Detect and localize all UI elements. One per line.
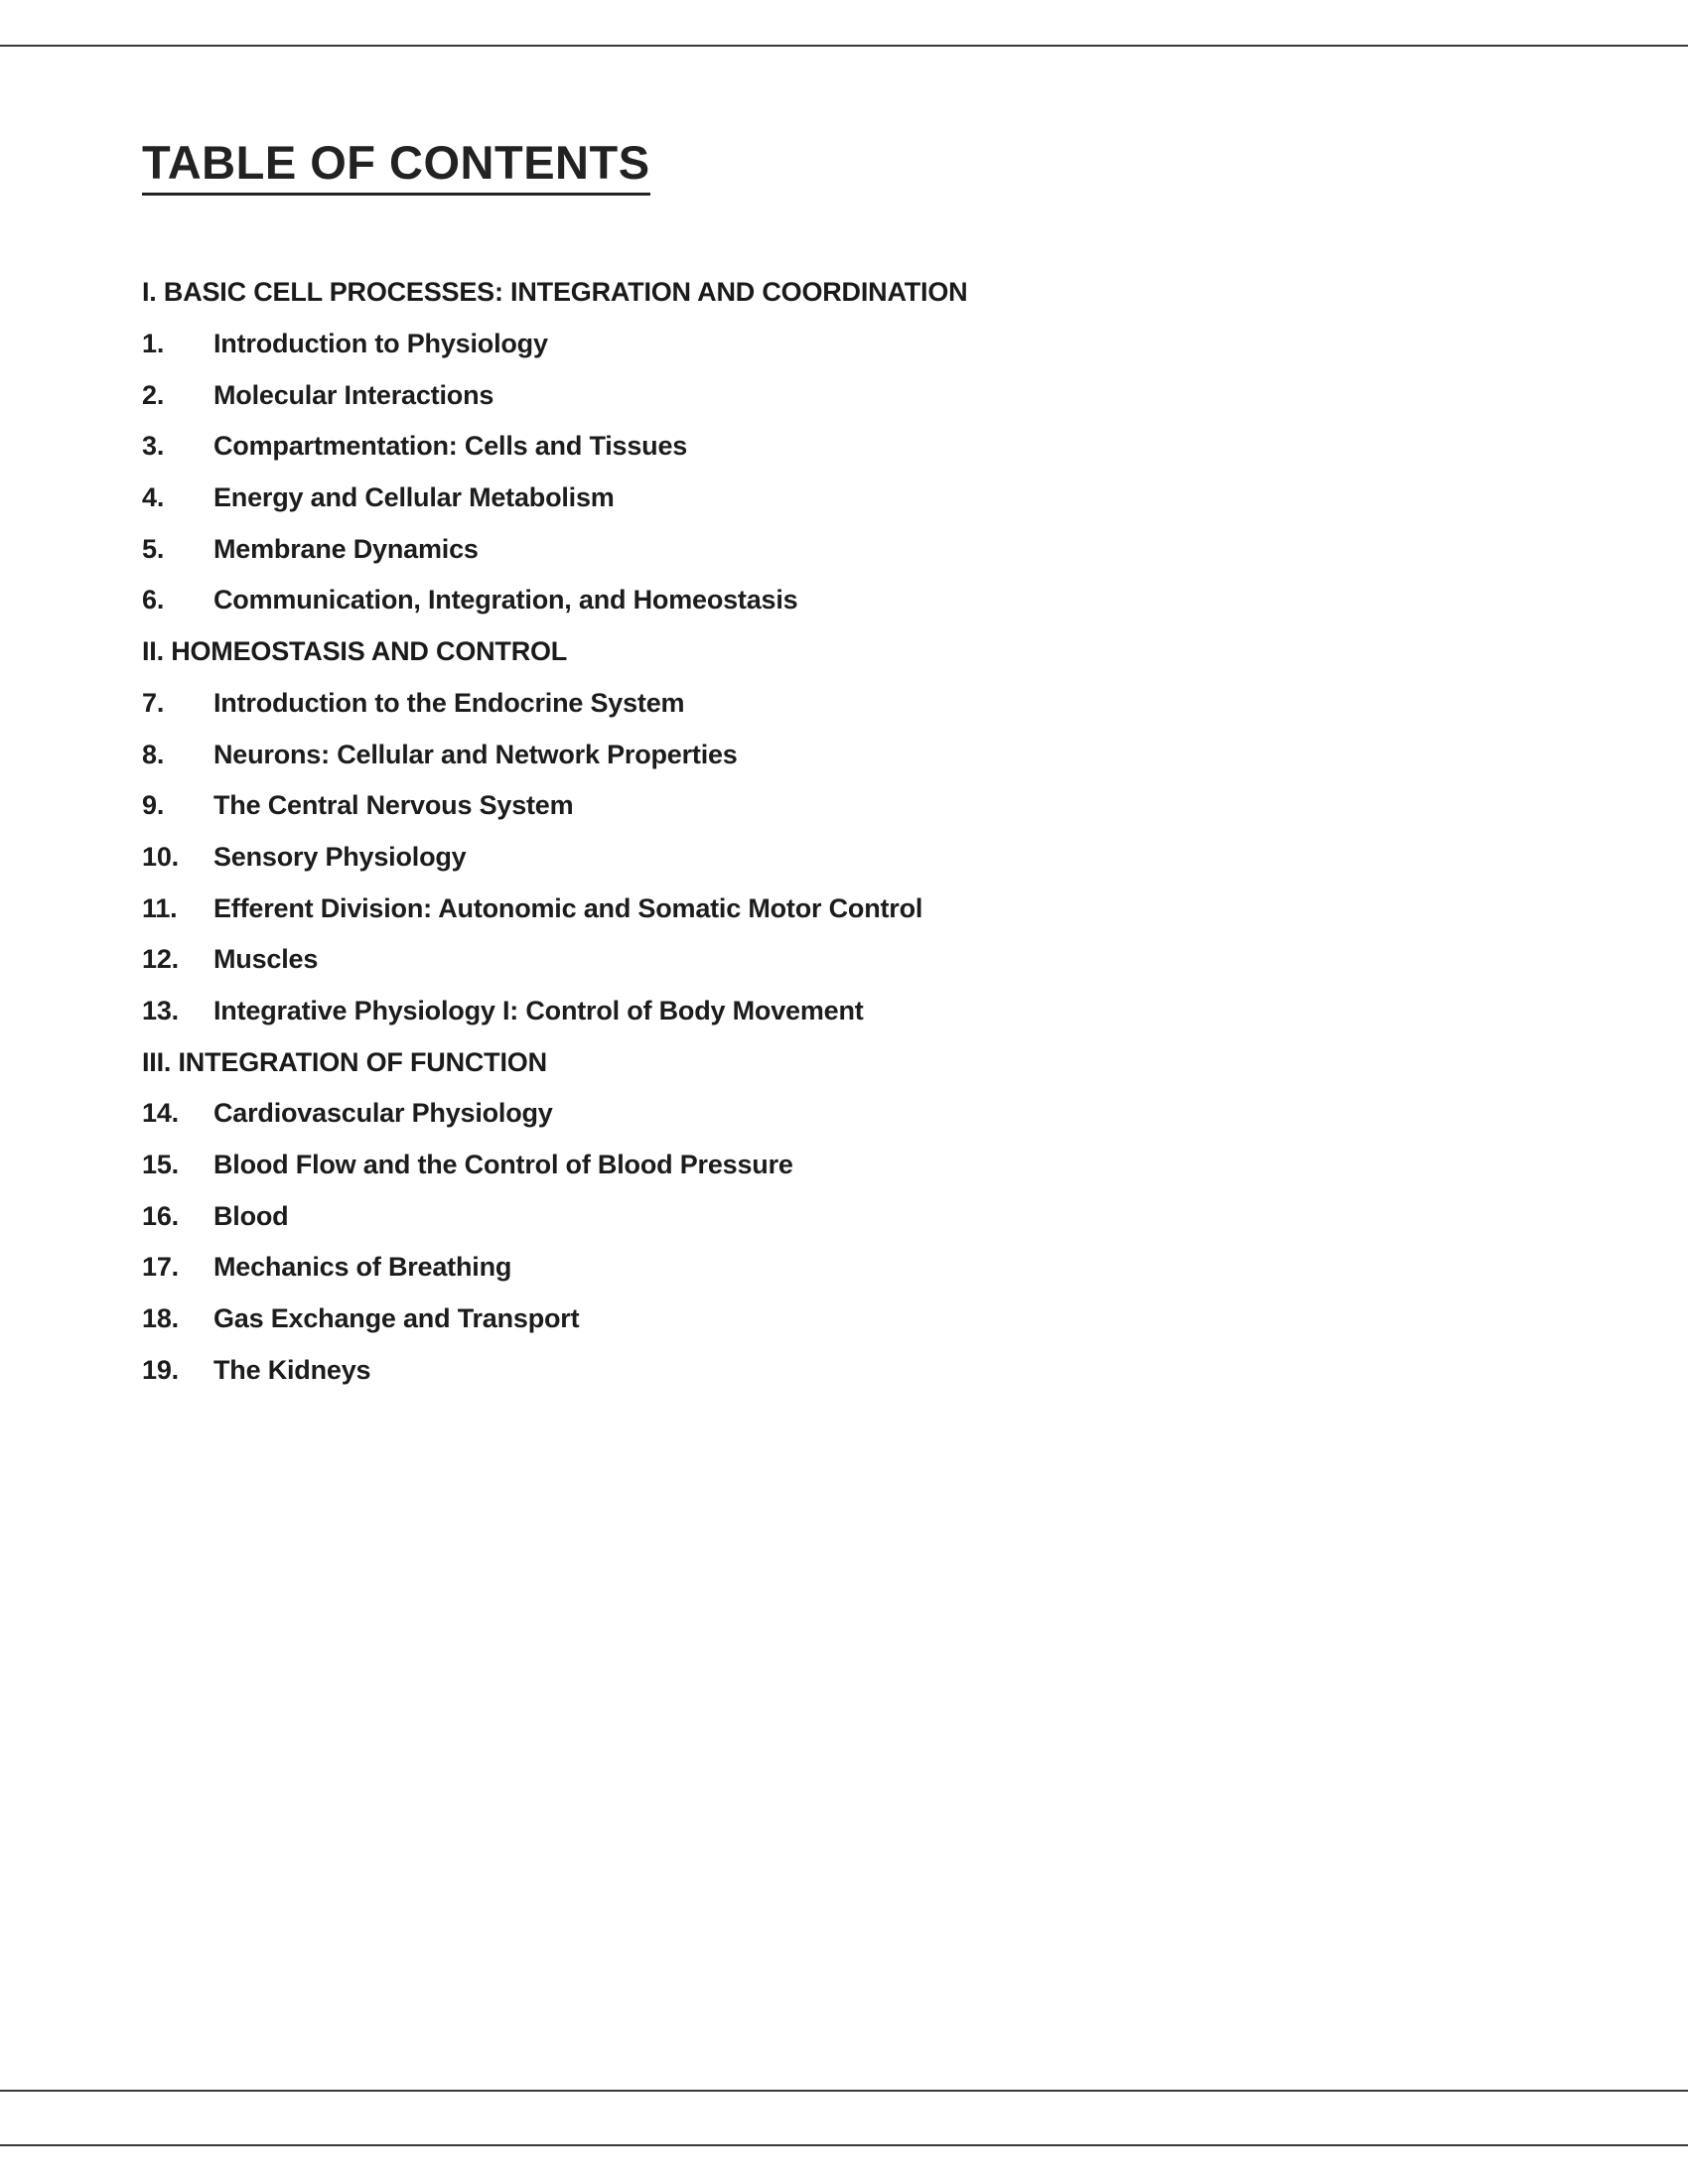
- toc-item-label: Integrative Physiology I: Control of Body Movement: [213, 995, 864, 1025]
- toc-item-number: 13.: [142, 995, 179, 1025]
- toc-item-label: Sensory Physiology: [213, 841, 467, 872]
- toc-item: [142, 1088, 1552, 1140]
- toc-item-number: 9.: [142, 790, 165, 821]
- toc-item: [142, 473, 1552, 524]
- toc-item-number: 17.: [142, 1252, 179, 1283]
- toc-item-number: 16.: [142, 1200, 179, 1231]
- toc-item-number: 10.: [142, 841, 179, 872]
- toc-item: [142, 369, 1552, 421]
- toc-item-label: Energy and Cellular Metabolism: [213, 482, 615, 513]
- toc-item-label: Introduction to the Endocrine System: [213, 687, 685, 718]
- toc-item: [142, 1190, 1552, 1242]
- toc-item-number: 15.: [142, 1150, 179, 1180]
- toc-item-label: Membrane Dynamics: [213, 533, 479, 564]
- toc-item: [142, 575, 1552, 626]
- toc-item: [142, 421, 1552, 473]
- toc-item-label: Cardiovascular Physiology: [213, 1098, 553, 1129]
- toc-section-heading: II. HOMEOSTASIS AND CONTROL: [142, 636, 568, 667]
- toc-item: [142, 1294, 1552, 1345]
- toc-item-number: 5.: [142, 533, 165, 564]
- toc-item-label: Communication, Integration, and Homeostasis: [213, 585, 798, 615]
- top-rule: [0, 45, 1688, 47]
- toc-item-number: 19.: [142, 1354, 179, 1385]
- toc-item: [142, 729, 1552, 780]
- toc-item: [142, 1140, 1552, 1191]
- toc-item-label: Muscles: [213, 944, 319, 975]
- toc-item-label: Compartmentation: Cells and Tissues: [213, 431, 688, 462]
- toc-item-number: 2.: [142, 379, 165, 410]
- toc-item-label: Molecular Interactions: [213, 379, 494, 410]
- toc-item-label: The Central Nervous System: [213, 790, 574, 821]
- toc-item: [142, 883, 1552, 934]
- toc-section-heading: I. BASIC CELL PROCESSES: INTEGRATION AND COORDINATION: [142, 277, 968, 308]
- toc-item: [142, 1242, 1552, 1294]
- toc-item: [142, 934, 1552, 986]
- toc-item-label: Blood Flow and the Control of Blood Pressure: [213, 1150, 793, 1180]
- toc-item: [142, 523, 1552, 575]
- toc-item-number: 12.: [142, 944, 179, 975]
- toc-item-label: Mechanics of Breathing: [213, 1252, 512, 1283]
- toc-list: [142, 267, 1552, 1396]
- toc-item-number: 1.: [142, 329, 165, 359]
- toc-item: [142, 780, 1552, 832]
- bottom-rule: [0, 2090, 1688, 2092]
- page-content: [142, 136, 1552, 1396]
- toc-item: [142, 832, 1552, 884]
- toc-item-label: The Kidneys: [213, 1354, 371, 1385]
- page-title: TABLE OF CONTENTS: [142, 139, 650, 196]
- toc-item-label: Introduction to Physiology: [213, 329, 548, 359]
- toc-item-number: 14.: [142, 1098, 179, 1129]
- toc-item-label: Blood: [213, 1200, 289, 1231]
- toc-item-number: 7.: [142, 687, 165, 718]
- toc-item-number: 8.: [142, 739, 165, 769]
- toc-item-label: Efferent Division: Autonomic and Somatic Motor Control: [213, 892, 923, 923]
- toc-section-heading: III. INTEGRATION OF FUNCTION: [142, 1046, 547, 1077]
- toc-item: [142, 986, 1552, 1037]
- toc-item: [142, 678, 1552, 730]
- toc-item-number: 18.: [142, 1303, 179, 1334]
- toc-item: [142, 319, 1552, 370]
- toc-item-number: 3.: [142, 431, 165, 462]
- toc-item-number: 6.: [142, 585, 165, 615]
- toc-item-number: 4.: [142, 482, 165, 513]
- toc-item-label: Neurons: Cellular and Network Properties: [213, 739, 738, 769]
- bottom-edge-rule: [0, 2144, 1688, 2146]
- toc-item-number: 11.: [142, 892, 178, 923]
- toc-item-label: Gas Exchange and Transport: [213, 1303, 580, 1334]
- toc-item: [142, 1344, 1552, 1396]
